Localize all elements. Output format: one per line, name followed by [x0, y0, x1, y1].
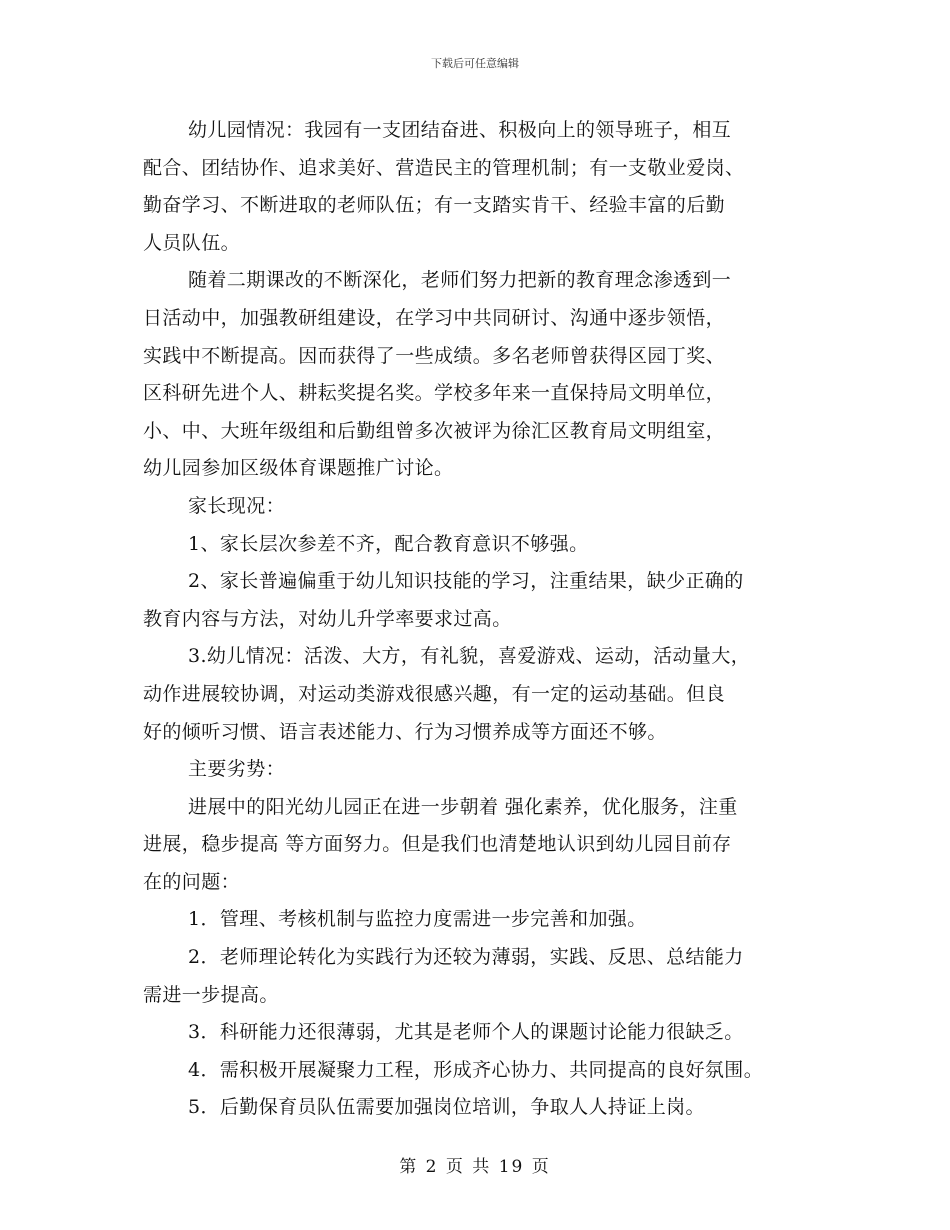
text-line: 日活动中，加强教研组建设，在学习中共同研讨、沟通中逐步领悟， — [143, 306, 726, 329]
text-line: 动作进展较协调，对运动类游戏很感兴趣，有一定的运动基础。但良 — [143, 682, 726, 705]
text-line: 需进一步提高。 — [143, 983, 279, 1006]
text-line: 随着二期课改的不断深化，老师们努力把新的教育理念渗透到一 — [188, 269, 732, 292]
text-line: 进展中的阳光幼儿园正在进一步朝着 强化素养，优化服务，注重 — [188, 795, 738, 818]
text-line: 教育内容与方法，对幼儿升学率要求过高。 — [143, 607, 512, 630]
text-line: 区科研先进个人、耕耘奖提名奖。学校多年来一直保持局文明单位， — [143, 382, 726, 405]
text-line: 1．管理、考核机制与监控力度需进一步完善和加强。 — [188, 908, 647, 931]
document-body — [143, 112, 813, 1127]
text-line: 5．后勤保育员队伍需要加强岗位培训，争取人人持证上岗。 — [188, 1096, 705, 1119]
text-line: 好的倾听习惯、语言表述能力、行为习惯养成等方面还不够。 — [143, 720, 667, 743]
text-line: 3．科研能力还很薄弱，尤其是老师个人的课题讨论能力很缺乏。 — [188, 1021, 744, 1044]
text-line: 人员队伍。 — [143, 231, 241, 254]
text-line: 主要劣势： — [188, 758, 286, 781]
page-header: 下载后可任意编辑 — [431, 57, 519, 70]
text-line: 小、中、大班年级组和后勤组曾多次被评为徐汇区教育局文明组室， — [143, 419, 726, 442]
text-line: 2、家长普遍偏重于幼儿知识技能的学习，注重结果，缺少正确的 — [188, 570, 744, 593]
text-line: 2．老师理论转化为实践行为还较为薄弱，实践、反思、总结能力 — [188, 946, 744, 969]
text-line: 3.幼儿情况：活泼、大方，有礼貌，喜爱游戏、运动，活动量大， — [188, 645, 751, 668]
text-line: 4．需积极开展凝聚力工程，形成齐心协力、共同提高的良好氛围。 — [188, 1058, 764, 1081]
text-line: 在的问题： — [143, 870, 241, 893]
text-line: 家长现况： — [188, 494, 286, 517]
text-line: 幼儿园情况：我园有一支团结奋进、积极向上的领导班子，相互 — [188, 119, 732, 141]
text-line: 勤奋学习、不断进取的老师队伍；有一支踏实肯干、经验丰富的后勤 — [143, 194, 726, 217]
text-line: 配合、团结协作、追求美好、营造民主的管理机制；有一支敬业爱岗、 — [143, 156, 745, 179]
text-line: 进展，稳步提高 等方面努力。但是我们也清楚地认识到幼儿园目前存 — [143, 833, 732, 856]
page-footer: 第 2 页 共 19 页 — [399, 1157, 551, 1177]
text-line: 实践中不断提高。因而获得了一些成绩。多名老师曾获得区园丁奖、 — [143, 344, 726, 367]
text-line: 幼儿园参加区级体育课题推广讨论。 — [143, 457, 454, 480]
text-line: 1、家长层次参差不齐，配合教育意识不够强。 — [188, 532, 589, 555]
